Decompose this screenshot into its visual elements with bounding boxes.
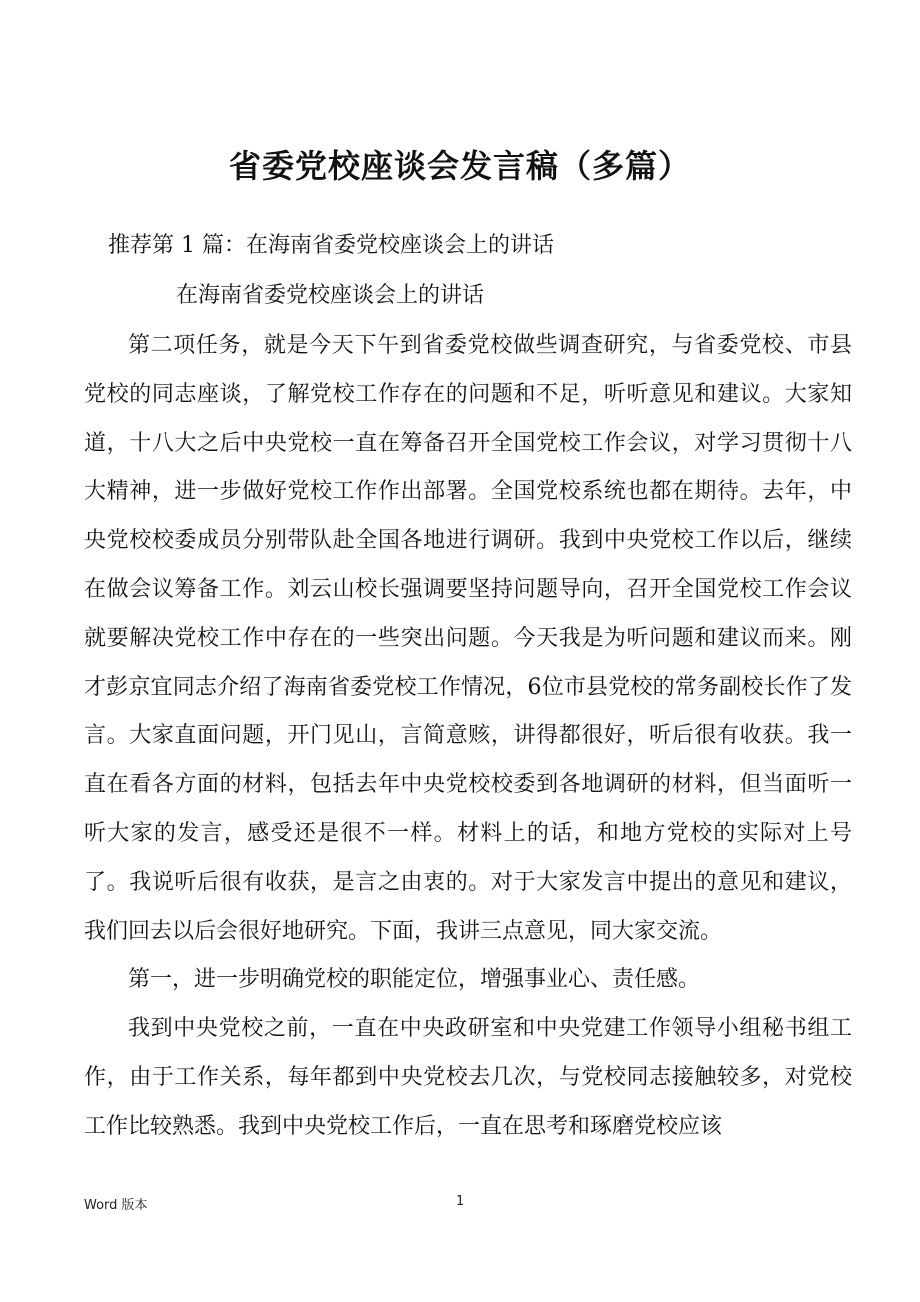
document-body [84,322,852,1152]
paragraph: 第二项任务，就是今天下午到省委党校做些调查研究，与省委党校、市县党校的同志座谈，了解党校工作存在的问题和不足，听听意见和建议。大家知道，十八大之后中央党校一直在筹备召开全国党校工作会议，对学习贯彻十八大精神，进一步做好党校工作作出部署。全国党校系统也都在期待。去年，中央党校校委成员分别带队赴全国各地进行调研。我到中央党校工作以后，继续在做会议筹备工作。刘云山校长强调要坚持问题导向，召开全国党校工作会议就要解决党校工作中存在的一些突出问题。今天我是为听问题和建议而来。刚才彭京宜同志介绍了海南省委党校工作情况，6位市县党校的常务副校长作了发言。大家直面问题，开门见山，言简意赅，讲得都很好，听后很有收获。我一直在看各方面的材料，包括去年中央党校校委到各地调研的材料，但当面听一听大家的发言，感受还是很不一样。材料上的话，和地方党校的实际对上号了。我说听后很有收获，是言之由衷的。对于大家发言中提出的意见和建议，我们回去以后会很好地研究。下面，我讲三点意见，同大家交流。 [84,333,852,944]
paragraph: 第一，进一步明确党校的职能定位，增强事业心、责任感。 [128,967,701,993]
paragraph: 我到中央党校之前，一直在中央政研室和中央党建工作领导小组秘书组工作，由于工作关系，每年都到中央党校去几次，与党校同志接触较多，对党校工作比较熟悉。我到中央党校工作后，一直在思考和琢磨党校应该 [84,1016,852,1139]
footer-label: Word 版本 [84,1198,148,1213]
speech-subtitle: 在海南省委党校座谈会上的讲话 [176,283,485,308]
page-number: 1 [456,1194,465,1209]
document-title: 省委党校座谈会发言稿（多篇） [228,147,691,185]
recommend-line: 推荐第 1 篇：在海南省委党校座谈会上的讲话 [108,233,554,258]
